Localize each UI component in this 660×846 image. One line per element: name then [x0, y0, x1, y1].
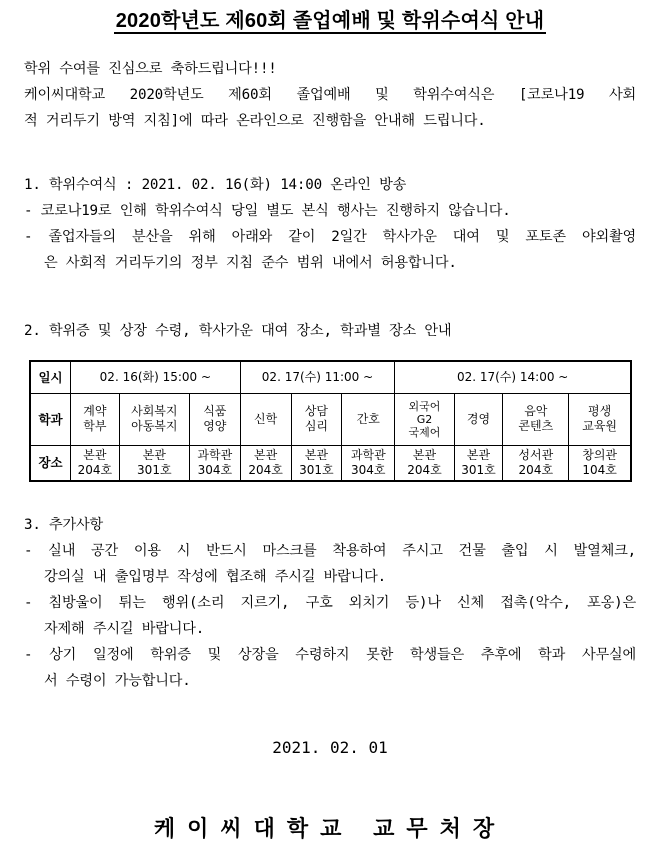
intro-section	[24, 56, 636, 134]
section-3-item: - 상기 일정에 학위증 및 상장을 수령하지 못한 학생들은 추후에 학과 사무실에	[24, 647, 636, 663]
row-label: 학과	[30, 393, 71, 445]
signature: 케이씨대학교 교무처장	[153, 817, 507, 842]
dept-cell: 간호	[342, 393, 395, 445]
place-cell: 창의관 104호	[569, 445, 631, 481]
dept-cell: 신학	[240, 393, 291, 445]
date-cell: 02. 17(수) 11:00 ~	[240, 361, 395, 393]
section-2-heading: 2. 학위증 및 상장 수령, 학사가운 대여 장소, 학과별 장소 안내	[24, 323, 452, 339]
section-1-item: 은 사회적 거리두기의 정부 지침 준수 범위 내에서 허용합니다.	[44, 255, 457, 271]
schedule-table	[29, 360, 632, 482]
table-row-place	[30, 445, 631, 481]
dept-cell: 계약 학부	[71, 393, 120, 445]
page-title: 2020학년도 제60회 졸업예배 및 학위수여식 안내	[115, 10, 545, 32]
intro-line: 학위 수여를 진심으로 축하드립니다!!!	[24, 61, 277, 77]
section-3-item: 서 수령이 가능합니다.	[44, 673, 191, 689]
dept-cell: 평생 교육원	[569, 393, 631, 445]
section-2	[24, 318, 636, 344]
section-1-item: - 졸업자들의 분산을 위해 아래와 같이 2일간 학사가운 대여 및 포토존 야외촬영	[24, 229, 636, 245]
place-cell: 본관 301호	[291, 445, 342, 481]
table-row-dept	[30, 393, 631, 445]
dept-cell: 식품 영양	[189, 393, 240, 445]
place-cell: 과학관 304호	[189, 445, 240, 481]
intro-line: 적 거리두기 방역 지침]에 따라 온라인으로 진행함을 안내해 드립니다.	[24, 113, 486, 129]
place-cell: 성서관 204호	[503, 445, 569, 481]
section-1	[24, 172, 636, 276]
section-3-heading: 3. 추가사항	[24, 517, 104, 533]
date-cell: 02. 17(수) 14:00 ~	[395, 361, 631, 393]
section-3-item: 자제해 주시길 바랍니다.	[44, 621, 205, 637]
table-row-date	[30, 361, 631, 393]
dept-cell: 사회복지 아동복지	[119, 393, 189, 445]
section-3-item: - 실내 공간 이용 시 반드시 마스크를 착용하여 주시고 건물 출입 시 발열체크,	[24, 543, 636, 559]
dept-cell: 외국어 G2 국제어	[395, 393, 454, 445]
place-cell: 본관 204호	[395, 445, 454, 481]
section-3-item: 강의실 내 출입명부 작성에 협조해 주시길 바랍니다.	[44, 569, 387, 585]
section-1-heading: 1. 학위수여식 : 2021. 02. 16(화) 14:00 온라인 방송	[24, 177, 407, 193]
dept-cell: 상담 심리	[291, 393, 342, 445]
row-label: 장소	[30, 445, 71, 481]
section-3-item: - 침방울이 튀는 행위(소리 지르기, 구호 외치기 등)나 신체 접촉(악수, 포옹)은	[24, 595, 636, 611]
intro-line: 케이씨대학교 2020학년도 제60회 졸업예배 및 학위수여식은 [코로나19 사회	[24, 87, 636, 103]
place-cell: 본관 204호	[240, 445, 291, 481]
place-cell: 본관 301호	[454, 445, 503, 481]
section-3	[24, 512, 636, 694]
place-cell: 본관 204호	[71, 445, 120, 481]
section-1-item: - 코로나19로 인해 학위수여식 당일 별도 본식 행사는 진행하지 않습니다.	[24, 203, 511, 219]
dept-cell: 경영	[454, 393, 503, 445]
row-label: 일시	[30, 361, 71, 393]
date-cell: 02. 16(화) 15:00 ~	[71, 361, 241, 393]
document-date: 2021. 02. 01	[272, 738, 388, 757]
place-cell: 과학관 304호	[342, 445, 395, 481]
place-cell: 본관 301호	[119, 445, 189, 481]
dept-cell: 음악 콘텐츠	[503, 393, 569, 445]
